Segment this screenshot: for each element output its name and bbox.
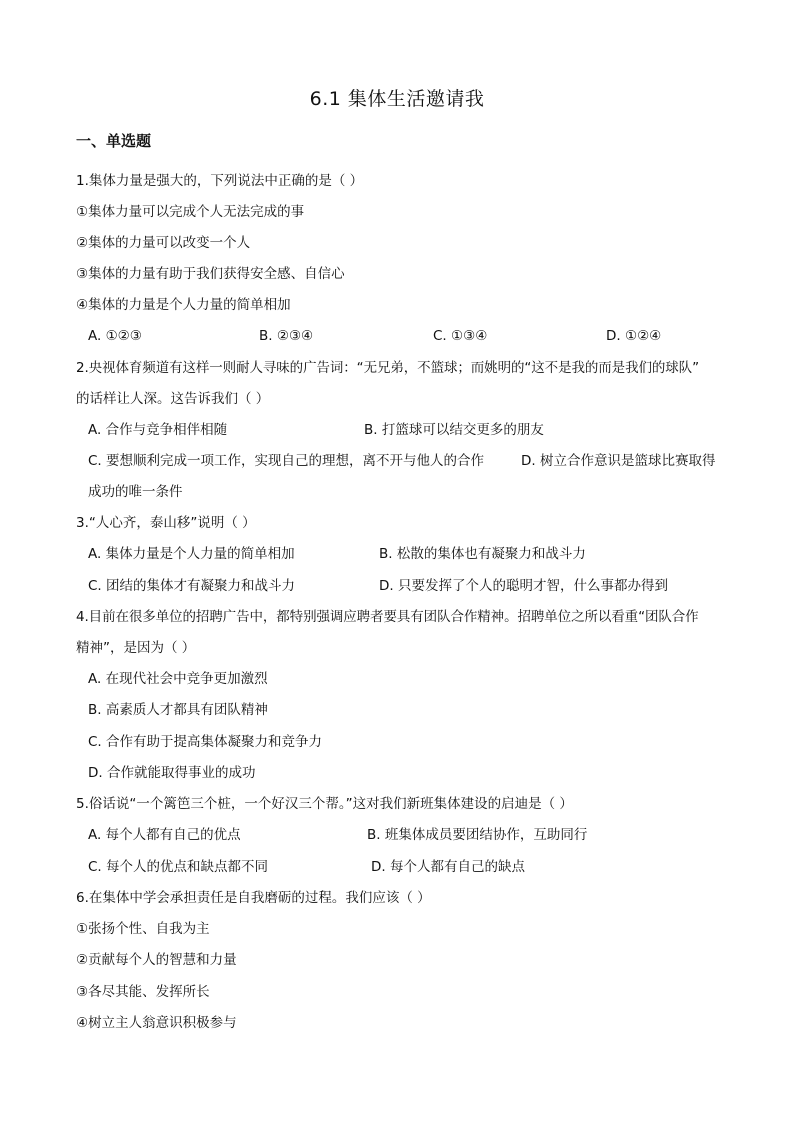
- question-2-option-a: A. 合作与竞争相伴相随: [88, 422, 228, 438]
- question-4-option-a: A. 在现代社会中竞争更加激烈: [88, 671, 268, 687]
- question-2-option-c: C. 要想顺利完成一项工作，实现自己的理想，离不开与他人的合作: [88, 453, 485, 469]
- question-1-option-c: C. ①③④: [433, 328, 488, 344]
- question-4-stem-line-2: 精神”，是因为（ ）: [76, 640, 196, 656]
- question-1-stem: 1.集体力量是强大的，下列说法中正确的是（ ）: [76, 173, 364, 189]
- question-4-option-c: C. 合作有助于提高集体凝聚力和竞争力: [88, 734, 323, 750]
- question-5-option-c: C. 每个人的优点和缺点都不同: [88, 859, 269, 875]
- question-6-stem: 6.在集体中学会承担责任是自我磨砺的过程。我们应该（ ）: [76, 890, 431, 906]
- question-5-option-a: A. 每个人都有自己的优点: [88, 827, 241, 843]
- question-1-item-3: ③集体的力量有助于我们获得安全感、自信心: [76, 266, 345, 282]
- question-4-stem-line-1: 4.目前在很多单位的招聘广告中，都特别强调应聘者要具有团队合作精神。招聘单位之所以看重“团队合作: [76, 609, 699, 625]
- question-1-option-b: B. ②③④: [259, 328, 314, 344]
- question-2-option-d-continued: 成功的唯一条件: [88, 484, 183, 500]
- question-1-item-4: ④集体的力量是个人力量的简单相加: [76, 297, 291, 313]
- question-1-option-d: D. ①②④: [606, 328, 662, 344]
- question-6-item-2: ②贡献每个人的智慧和力量: [76, 952, 237, 968]
- question-2-stem-line-2: 的话样让人深。这告诉我们（ ）: [76, 391, 270, 407]
- question-2-option-b: B. 打篮球可以结交更多的朋友: [364, 422, 544, 438]
- question-1-item-2: ②集体的力量可以改变一个人: [76, 235, 251, 251]
- question-4-option-d: D. 合作就能取得事业的成功: [88, 765, 256, 781]
- question-3-option-c: C. 团结的集体才有凝聚力和战斗力: [88, 578, 296, 594]
- question-6-item-1: ①张扬个性、自我为主: [76, 921, 210, 937]
- question-1-option-a: A. ①②③: [88, 328, 142, 344]
- question-5-option-d: D. 每个人都有自己的缺点: [371, 859, 525, 875]
- question-4-option-b: B. 高素质人才都具有团队精神: [88, 702, 268, 718]
- question-5-stem: 5.俗话说“一个篱笆三个桩，一个好汉三个帮。”这对我们新班集体建设的启迪是（ ）: [76, 796, 573, 812]
- question-1-item-1: ①集体力量可以完成个人无法完成的事: [76, 204, 305, 220]
- page-title: 6.1 集体生活邀请我: [309, 88, 485, 110]
- question-3-stem: 3.“人心齐，泰山移”说明（ ）: [76, 515, 256, 531]
- question-6-item-4: ④树立主人翁意识积极参与: [76, 1015, 237, 1031]
- question-3-option-b: B. 松散的集体也有凝聚力和战斗力: [379, 546, 586, 562]
- section-heading: 一、单选题: [76, 132, 152, 150]
- question-5-option-b: B. 班集体成员要团结协作，互助同行: [367, 827, 588, 843]
- question-2-option-d: D. 树立合作意识是篮球比赛取得: [521, 453, 716, 469]
- question-2-stem-line-1: 2.央视体育频道有这样一则耐人寻味的广告词：“无兄弟，不篮球；而姚明的“这不是我的而是我们的球队”: [76, 360, 699, 376]
- question-3-option-a: A. 集体力量是个人力量的简单相加: [88, 546, 295, 562]
- question-3-option-d: D. 只要发挥了个人的聪明才智，什么事都办得到: [379, 578, 668, 594]
- question-6-item-3: ③各尽其能、发挥所长: [76, 984, 210, 1000]
